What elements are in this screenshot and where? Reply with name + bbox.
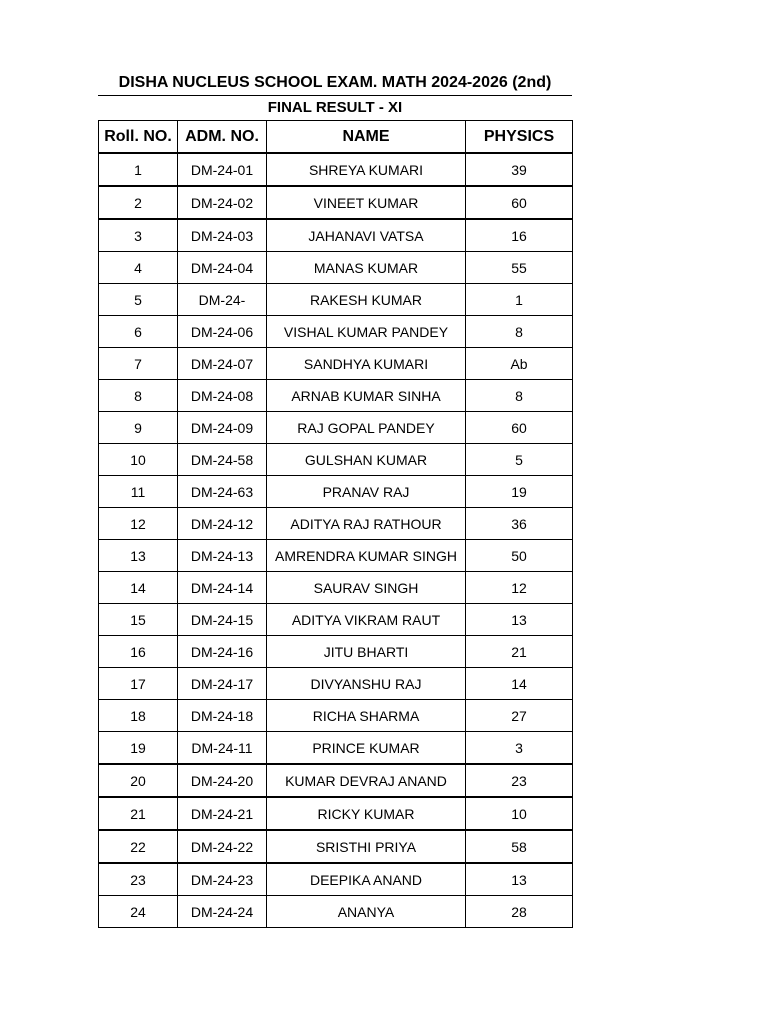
column-header-physics: PHYSICS — [466, 121, 573, 154]
cell-physics: 55 — [466, 252, 573, 284]
cell-adm: DM-24-01 — [178, 153, 267, 186]
cell-name: SRISTHI PRIYA — [267, 830, 466, 863]
cell-roll: 10 — [99, 444, 178, 476]
cell-physics: 60 — [466, 412, 573, 444]
cell-roll: 14 — [99, 572, 178, 604]
table-row — [99, 186, 573, 219]
cell-physics: 28 — [466, 896, 573, 928]
column-header-name: NAME — [267, 121, 466, 154]
cell-name: RICHA SHARMA — [267, 700, 466, 732]
cell-roll: 6 — [99, 316, 178, 348]
table-row — [99, 863, 573, 896]
cell-physics: 39 — [466, 153, 573, 186]
cell-name: JAHANAVI VATSA — [267, 219, 466, 252]
cell-roll: 8 — [99, 380, 178, 412]
table-row — [99, 444, 573, 476]
cell-roll: 9 — [99, 412, 178, 444]
cell-roll: 15 — [99, 604, 178, 636]
cell-adm: DM-24-04 — [178, 252, 267, 284]
cell-adm: DM-24-20 — [178, 764, 267, 797]
cell-name: SANDHYA KUMARI — [267, 348, 466, 380]
cell-physics: 13 — [466, 604, 573, 636]
cell-name: JITU BHARTI — [267, 636, 466, 668]
cell-roll: 5 — [99, 284, 178, 316]
cell-roll: 23 — [99, 863, 178, 896]
cell-name: DEEPIKA ANAND — [267, 863, 466, 896]
cell-roll: 7 — [99, 348, 178, 380]
cell-name: VISHAL KUMAR PANDEY — [267, 316, 466, 348]
cell-physics: 19 — [466, 476, 573, 508]
cell-physics: 21 — [466, 636, 573, 668]
cell-roll: 11 — [99, 476, 178, 508]
cell-physics: 10 — [466, 797, 573, 830]
cell-roll: 1 — [99, 153, 178, 186]
cell-physics: 12 — [466, 572, 573, 604]
table-row — [99, 348, 573, 380]
table-row — [99, 797, 573, 830]
cell-roll: 21 — [99, 797, 178, 830]
cell-roll: 16 — [99, 636, 178, 668]
cell-name: GULSHAN KUMAR — [267, 444, 466, 476]
cell-roll: 22 — [99, 830, 178, 863]
table-row — [99, 896, 573, 928]
cell-name: SAURAV SINGH — [267, 572, 466, 604]
table-row — [99, 380, 573, 412]
cell-roll: 17 — [99, 668, 178, 700]
cell-name: SHREYA KUMARI — [267, 153, 466, 186]
cell-name: RICKY KUMAR — [267, 797, 466, 830]
table-row — [99, 153, 573, 186]
table-row — [99, 764, 573, 797]
cell-physics: 36 — [466, 508, 573, 540]
table-header-row — [99, 121, 573, 154]
cell-physics: 58 — [466, 830, 573, 863]
cell-physics: 27 — [466, 700, 573, 732]
column-header-adm: ADM. NO. — [178, 121, 267, 154]
cell-adm: DM-24-58 — [178, 444, 267, 476]
cell-adm: DM-24-15 — [178, 604, 267, 636]
cell-physics: 23 — [466, 764, 573, 797]
table-row — [99, 252, 573, 284]
cell-adm: DM-24-24 — [178, 896, 267, 928]
cell-roll: 3 — [99, 219, 178, 252]
cell-adm: DM-24-12 — [178, 508, 267, 540]
cell-roll: 18 — [99, 700, 178, 732]
cell-name: AMRENDRA KUMAR SINGH — [267, 540, 466, 572]
table-row — [99, 830, 573, 863]
page-title: DISHA NUCLEUS SCHOOL EXAM. MATH 2024-2026 (2nd) — [98, 70, 572, 96]
table-row — [99, 316, 573, 348]
table-row — [99, 732, 573, 765]
cell-adm: DM-24-11 — [178, 732, 267, 765]
cell-name: RAKESH KUMAR — [267, 284, 466, 316]
cell-roll: 13 — [99, 540, 178, 572]
cell-physics: 5 — [466, 444, 573, 476]
table-row — [99, 284, 573, 316]
result-sheet — [98, 70, 572, 928]
result-table — [98, 120, 573, 928]
cell-roll: 20 — [99, 764, 178, 797]
table-row — [99, 540, 573, 572]
cell-physics: 13 — [466, 863, 573, 896]
cell-name: ARNAB KUMAR SINHA — [267, 380, 466, 412]
cell-name: RAJ GOPAL PANDEY — [267, 412, 466, 444]
page-subtitle: FINAL RESULT - XI — [267, 99, 403, 116]
cell-name: PRANAV RAJ — [267, 476, 466, 508]
cell-name: ANANYA — [267, 896, 466, 928]
cell-roll: 4 — [99, 252, 178, 284]
cell-roll: 2 — [99, 186, 178, 219]
table-row — [99, 219, 573, 252]
cell-name: MANAS KUMAR — [267, 252, 466, 284]
cell-name: VINEET KUMAR — [267, 186, 466, 219]
cell-name: DIVYANSHU RAJ — [267, 668, 466, 700]
cell-adm: DM-24-03 — [178, 219, 267, 252]
table-row — [99, 604, 573, 636]
cell-name: PRINCE KUMAR — [267, 732, 466, 765]
cell-adm: DM-24-07 — [178, 348, 267, 380]
cell-name: KUMAR DEVRAJ ANAND — [267, 764, 466, 797]
cell-name: ADITYA RAJ RATHOUR — [267, 508, 466, 540]
table-row — [99, 636, 573, 668]
cell-physics: 14 — [466, 668, 573, 700]
cell-adm: DM-24-16 — [178, 636, 267, 668]
cell-adm: DM-24-17 — [178, 668, 267, 700]
table-row — [99, 476, 573, 508]
cell-adm: DM-24-22 — [178, 830, 267, 863]
cell-adm: DM-24-06 — [178, 316, 267, 348]
cell-adm: DM-24-63 — [178, 476, 267, 508]
cell-adm: DM-24-23 — [178, 863, 267, 896]
cell-adm: DM-24-21 — [178, 797, 267, 830]
cell-physics: 50 — [466, 540, 573, 572]
cell-adm: DM-24-13 — [178, 540, 267, 572]
cell-adm: DM-24-02 — [178, 186, 267, 219]
cell-physics: Ab — [466, 348, 573, 380]
cell-physics: 8 — [466, 316, 573, 348]
cell-adm: DM-24-18 — [178, 700, 267, 732]
cell-physics: 16 — [466, 219, 573, 252]
cell-adm: DM-24-14 — [178, 572, 267, 604]
cell-adm: DM-24- — [178, 284, 267, 316]
cell-roll: 24 — [99, 896, 178, 928]
cell-physics: 8 — [466, 380, 573, 412]
cell-adm: DM-24-09 — [178, 412, 267, 444]
cell-name: ADITYA VIKRAM RAUT — [267, 604, 466, 636]
column-header-roll: Roll. NO. — [99, 121, 178, 154]
table-row — [99, 412, 573, 444]
table-row — [99, 508, 573, 540]
table-row — [99, 572, 573, 604]
cell-adm: DM-24-08 — [178, 380, 267, 412]
cell-roll: 12 — [99, 508, 178, 540]
cell-roll: 19 — [99, 732, 178, 765]
table-row — [99, 668, 573, 700]
table-row — [99, 700, 573, 732]
cell-physics: 1 — [466, 284, 573, 316]
cell-physics: 60 — [466, 186, 573, 219]
cell-physics: 3 — [466, 732, 573, 765]
